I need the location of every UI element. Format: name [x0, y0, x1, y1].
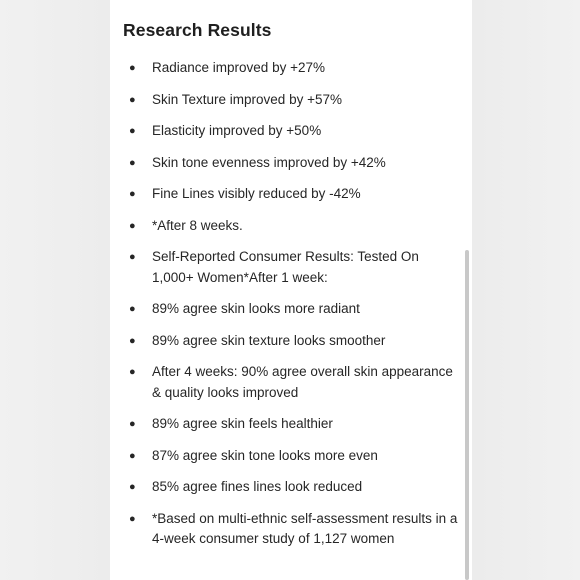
list-item-text: *After 8 weeks.: [152, 217, 243, 233]
bullet-icon: ●: [129, 125, 136, 137]
list-item-text: 89% agree skin texture looks smoother: [152, 332, 386, 348]
list-item: [110, 121, 472, 142]
bullet-icon: ●: [129, 251, 136, 263]
bullet-icon: ●: [129, 449, 136, 462]
list-item: [110, 299, 472, 320]
scrollbar[interactable]: [465, 250, 469, 580]
bullet-icon: ●: [129, 93, 136, 106]
right-background: [472, 0, 580, 580]
list-item: [110, 90, 472, 111]
bullet-icon: ●: [129, 303, 136, 315]
section-title: Research Results: [123, 20, 272, 40]
list-item-text: Elasticity improved by +50%: [152, 123, 322, 138]
list-item-text: After 4 weeks: 90% agree overall skin appearance & quality looks improved: [152, 364, 453, 400]
list-item: [110, 184, 472, 205]
list-item-text: Skin Texture improved by +57%: [152, 91, 342, 107]
bullet-icon: ●: [129, 366, 136, 378]
bullet-icon: ●: [129, 219, 136, 232]
list-item: [110, 509, 472, 550]
list-item: [110, 247, 472, 288]
list-item-text: 87% agree skin tone looks more even: [152, 447, 378, 463]
list-item-text: Fine Lines visibly reduced by -42%: [152, 186, 361, 201]
left-background: [0, 0, 110, 580]
list-item-text: 89% agree skin looks more radiant: [152, 301, 360, 316]
bullet-icon: ●: [129, 481, 136, 493]
bullet-icon: ●: [129, 418, 136, 430]
list-item: [110, 477, 472, 498]
list-item: [110, 414, 472, 435]
list-item-text: *Based on multi-ethnic self-assessment results in a 4-week consumer study of 1,127 women: [152, 510, 458, 546]
list-item: [110, 216, 472, 237]
list-item-text: Skin tone evenness improved by +42%: [152, 154, 386, 170]
list-item: [110, 153, 472, 174]
list-item-text: Radiance improved by +27%: [152, 60, 325, 75]
bullet-icon: ●: [129, 188, 136, 200]
research-results-panel: [110, 0, 472, 580]
list-item-text: 89% agree skin feels healthier: [152, 416, 333, 431]
list-item-text: Self-Reported Consumer Results: Tested On 1,000+ Women*After 1 week:: [152, 249, 419, 285]
results-list: [110, 58, 472, 561]
list-item: [110, 446, 472, 467]
bullet-icon: ●: [129, 512, 136, 525]
list-item: [110, 331, 472, 352]
bullet-icon: ●: [129, 62, 136, 74]
bullet-icon: ●: [129, 334, 136, 347]
list-item: [110, 58, 472, 79]
list-item-text: 85% agree fines lines look reduced: [152, 479, 363, 494]
list-item: [110, 362, 472, 403]
bullet-icon: ●: [129, 156, 136, 169]
